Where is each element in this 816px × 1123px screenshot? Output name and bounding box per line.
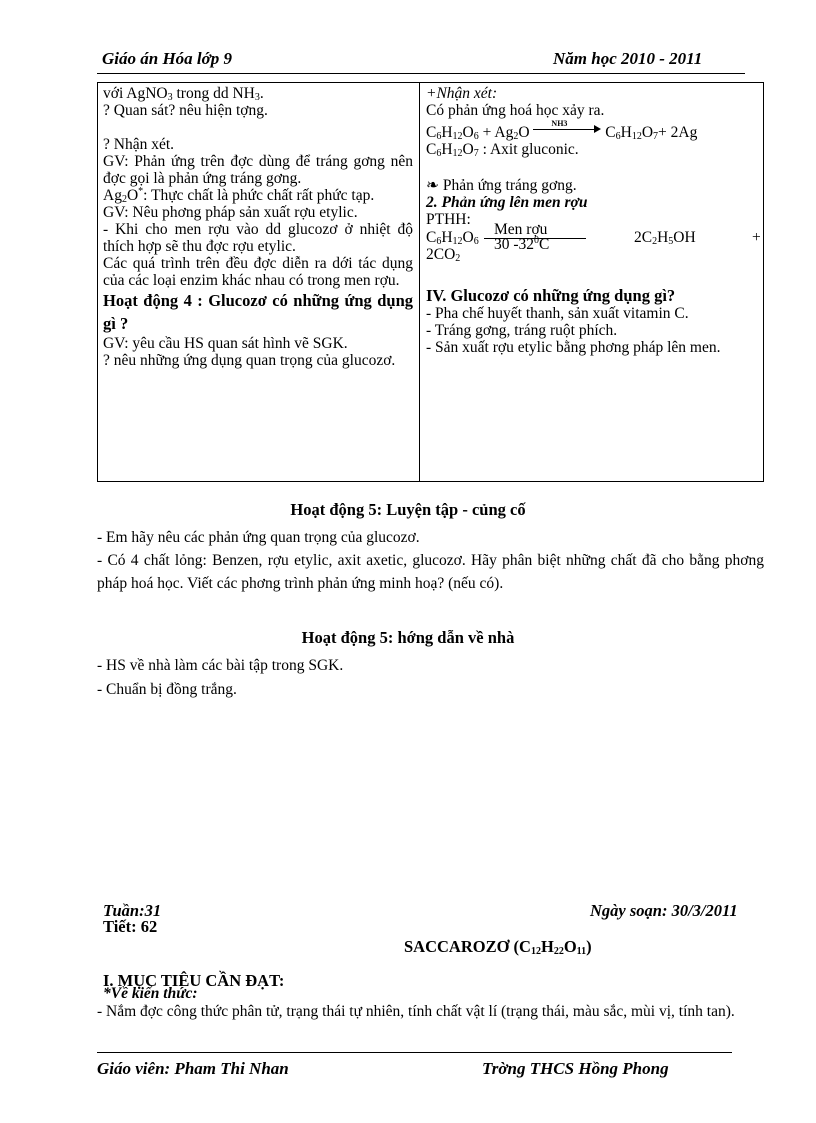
- table-divider: [419, 82, 420, 482]
- header-school-year: Năm học 2010 - 2011: [553, 49, 703, 68]
- activity4-heading: Hoạt động 4 : Glucozơ có những ứng dụng gì ?: [103, 291, 413, 333]
- right-comment-heading: +Nhận xét:: [426, 85, 498, 102]
- section-iv-heading: IV. Glucozơ có những ứng dụng gì?: [426, 286, 676, 305]
- left-line-yeast: - Khi cho men rợu vào dd glucozơ ở nhiệt độ thích hợp sẽ thu đợc rợu etylic.: [103, 221, 413, 255]
- fermentation-plus: +: [752, 229, 761, 246]
- content-column: [426, 85, 762, 356]
- fleuron-icon: ❧: [426, 177, 439, 194]
- homework-title: Hoạt động 5: hớng dẫn về nhà: [301, 628, 515, 647]
- left-line-ethanol-method: GV: Nêu phơng pháp sản xuất rợu etylic.: [103, 204, 358, 221]
- left-line-observe: ? Quan sát? nêu hiện tợng.: [103, 102, 268, 119]
- homework-item-2: - Chuẩn bị đồng trắng.: [97, 681, 237, 698]
- footer-teacher: Giáo viên: Pham Thi Nhan: [97, 1059, 289, 1078]
- fermentation-product-ethanol: $2C_2H_5OH$: [634, 229, 696, 247]
- header-rule: [97, 73, 745, 74]
- fermentation-condition-bottom: 30 $-32^0C$: [494, 235, 550, 253]
- left-line-agno3: với AgNO$_3$ trong dd $NH_3$.: [103, 85, 264, 103]
- right-fermentation-heading: 2. Phản ứng lên men rợu: [426, 194, 588, 211]
- equation-fermentation: [426, 221, 762, 264]
- fermentation-condition-top: Men rợu: [494, 221, 548, 238]
- left-line-enzyme: Các quá trình trên đều đợc diễn ra dới tác dụng của các loại enzim khác nhau có trong men rợu.: [103, 255, 413, 289]
- homework-item-1: - HS về nhà làm các bài tập trong SGK.: [97, 657, 344, 674]
- footer-school: Trờng THCS Hồng Phong: [482, 1059, 669, 1078]
- left-line-mirror: GV: Phản ứng trên đợc dùng để tráng gơng nên đợc gọi là phản ứng tráng gơng.: [103, 153, 413, 187]
- lesson-week: Tuần:31: [103, 901, 162, 920]
- lesson-date: Ngày soạn: 30/3/2011: [590, 901, 738, 920]
- left-line-ag2o: $Ag_2O^*$: Thực chất là phức chất rất phức tạp.: [103, 186, 375, 205]
- activity5-title: Hoạt động 5: Luyện tập - củng cố: [290, 500, 526, 519]
- knowledge-subheading: *Về kiến thức:: [103, 985, 198, 1002]
- right-reaction-occurs: Có phản ứng hoá học xảy ra.: [426, 102, 605, 119]
- activity5-item-2: - Có 4 chất lỏng: Benzen, rợu etylic, axit axetic, glucozơ. Hãy phân biệt những chất đã cho bằng phơng pháp hoá học. Viết các phơng trình phản ứng minh hoạ? (nếu có).: [97, 552, 764, 592]
- application-serum: - Pha chế huyết thanh, sản xuất vitamin C.: [426, 305, 689, 322]
- lesson-title: SACCAROZƠ $(C_{12}H_{22}O_{11})$: [404, 937, 592, 957]
- application-mirror: - Tráng gơng, tráng ruột phích.: [426, 322, 618, 339]
- reaction-arrow: NH3: [533, 123, 601, 135]
- left-line-comment: ? Nhận xét.: [103, 136, 175, 153]
- fermentation-reactant: $C_6H_{12}O_6$: [426, 229, 479, 247]
- left-line-applications: ? nêu những ứng dụng quan trọng của glucozơ.: [103, 352, 396, 369]
- lesson-period: Tiết: 62: [103, 917, 158, 936]
- knowledge-body: - Nắm đợc công thức phân tử, trạng thái tự nhiên, tính chất vật lí (trạng thái, màu sắc, mùi vị, tính tan).: [97, 1003, 735, 1020]
- right-silver-mirror-reaction: ❧ Phản ứng tráng gơng.: [426, 177, 577, 194]
- footer-rule: [97, 1052, 732, 1053]
- teacher-activity-column: [103, 85, 413, 369]
- right-gluconic-acid: $C_6H_{12}O_7$ : Axit gluconic.: [426, 141, 579, 159]
- header-subject: Giáo án Hóa lớp 9: [102, 49, 233, 68]
- objectives-heading: I. MỤC TIÊU CẦN ĐẠT:: [103, 971, 285, 990]
- fermentation-product-co2: $2CO_2$: [426, 246, 461, 264]
- activity5-item-1: - Em hãy nêu các phản ứng quan trọng của glucozơ.: [97, 529, 420, 546]
- right-pthh-label: PTHH:: [426, 211, 471, 228]
- left-line-observe-figure: GV: yêu cầu HS quan sát hình vẽ SGK.: [103, 335, 348, 352]
- application-ethanol: - Sản xuất rợu etylic bằng phơng pháp lên men.: [426, 339, 721, 356]
- equation-silver-mirror: $C_6H_{12}O_6 + Ag_2O$ NH3 $C_6H_{12}O_7+ 2Ag$: [426, 119, 698, 142]
